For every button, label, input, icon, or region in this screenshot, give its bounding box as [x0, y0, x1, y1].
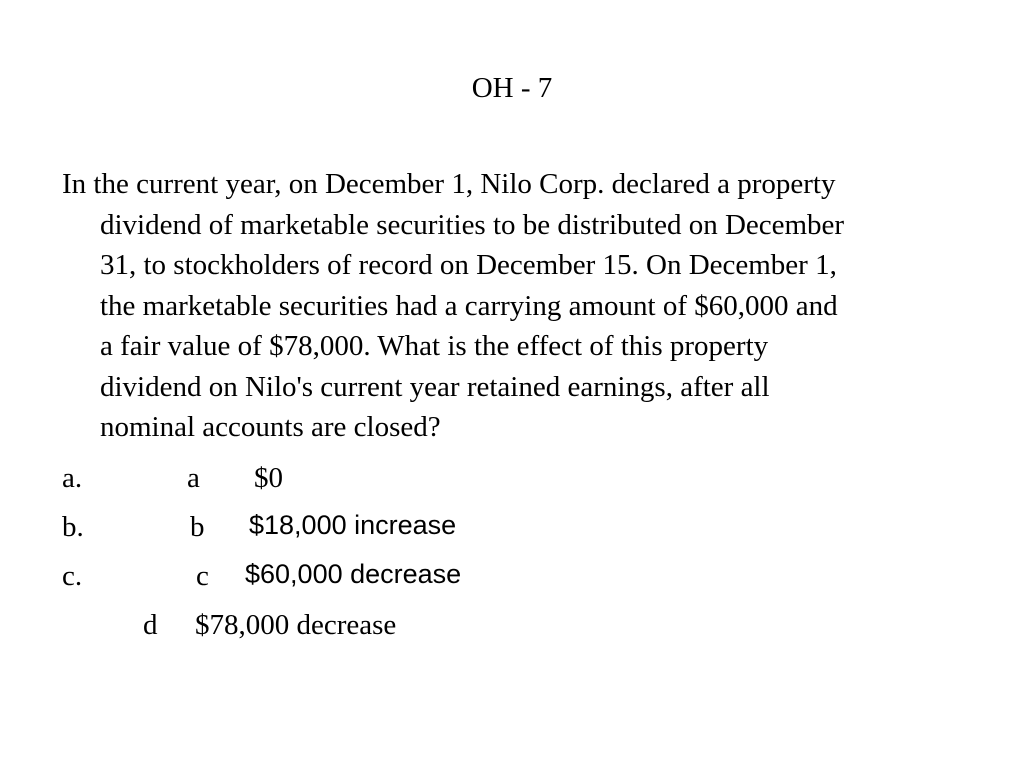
- question-line: In the current year, on December 1, Nilo Corp. declared a property: [62, 168, 836, 200]
- option-c-letter: c: [196, 560, 209, 592]
- option-b-letter: b: [190, 511, 205, 543]
- option-b-marker: b.: [62, 511, 84, 543]
- option-b-text: $18,000 increase: [249, 510, 457, 540]
- question-line: a fair value of $78,000. What is the effect of this property: [100, 330, 769, 362]
- option-c-marker: c.: [62, 560, 83, 592]
- question-line: the marketable securities had a carrying amount of $60,000 and: [100, 289, 838, 322]
- question-line: nominal accounts are closed?: [100, 411, 441, 443]
- question-line: dividend on Nilo's current year retained earnings, after all: [100, 370, 770, 403]
- question-line: 31, to stockholders of record on December 15. On December 1,: [100, 249, 837, 281]
- option-c-text: $60,000 decrease: [245, 559, 462, 589]
- question-line: dividend of marketable securities to be distributed on December: [100, 208, 845, 241]
- slide-title: OH - 7: [471, 72, 553, 104]
- option-a-letter: a: [187, 462, 200, 494]
- option-d-text: $78,000 decrease: [195, 609, 397, 641]
- option-a-text: $0: [254, 462, 283, 494]
- option-a-marker: a.: [62, 462, 83, 494]
- option-d-letter: d: [143, 609, 158, 641]
- question-text: [62, 164, 982, 448]
